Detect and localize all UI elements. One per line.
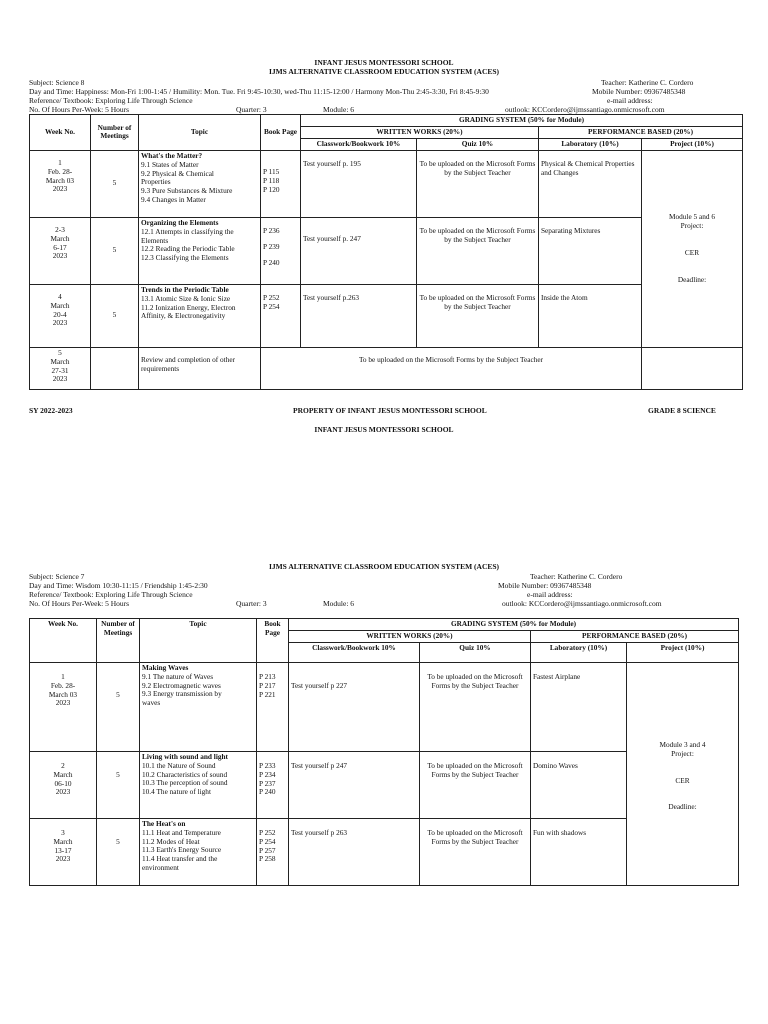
reference-label-2: Reference/ Textbook: Exploring Life Through Science [29,590,193,599]
system-title: IJMS ALTERNATIVE CLASSROOM EDUCATION SYSTEM (ACES) [268,67,500,76]
footer-grade: GRADE 8 SCIENCE [648,406,716,415]
header-classwork: Classwork/Bookwork 10% [301,138,417,150]
quiz-cell: To be uploaded on the Microsoft Forms by the Subject Teacher [420,662,531,751]
footer-school-year: SY 2022-2023 [29,406,73,415]
quarter-label: Quarter: 3 [236,105,267,114]
footer-school-name: INFANT JESUS MONTESSORI SCHOOL [314,425,454,434]
week-cell: 3 March 13-17 2023 [30,818,97,885]
table-row [30,217,743,284]
quarter-label-2: Quarter: 3 [236,599,267,608]
week-cell: 2-3 March 6-17 2023 [30,217,91,284]
mobile-label-2: Mobile Number: 09367485348 [498,581,592,590]
classwork-cell: Test yourself p. 195 [301,150,417,217]
header-performance-based: PERFORMANCE BASED (20%) [531,630,739,642]
project-cell-empty [642,347,743,389]
lab-cell: Fastest Airplane [531,662,627,751]
subject-label-2: Subject: Science 7 [29,572,85,581]
header-week: Week No. [30,619,97,663]
topic-cell: What's the Matter? 9.1 States of Matter 9.2 Physical & Chemical Properties 9.3 Pure Substances & Mixture 9.4 Changes in Matter [139,150,261,217]
header-quiz: Quiz 10% [420,642,531,662]
teacher-label: Teacher: Katherine C. Cordero [601,78,694,87]
header-project: Project (10%) [642,138,743,150]
table-row [30,347,743,389]
lab-cell: Physical & Chemical Properties and Changes [539,150,642,217]
book-page-cell: P 213 P 217 P 221 [257,662,289,751]
classwork-cell: Test yourself p. 247 [301,217,417,284]
classwork-cell: Test yourself p 227 [289,662,420,751]
lab-cell: Separating Mixtures [539,217,642,284]
topic-cell: Making Waves 9.1 The nature of Waves 9.2 Electromagnetic waves 9.3 Energy transmission by waves [140,662,257,751]
meetings-cell: 5 [91,150,139,217]
table-row [30,662,739,751]
classwork-cell: Test yourself p 263 [289,818,420,885]
header-written-works: WRITTEN WORKS (20%) [301,126,539,138]
meetings-cell: 5 [97,662,140,751]
header-project: Project (10%) [627,642,739,662]
email-label: e-mail address: [607,96,653,105]
header-laboratory: Laboratory (10%) [531,642,627,662]
module-label-2: Module: 6 [323,599,355,608]
header-meetings: Number of Meetings [91,115,139,151]
topic-cell: Review and completion of other requirements [139,347,261,389]
header-grading-system: GRADING SYSTEM (50% for Module) [289,619,739,631]
quiz-cell: To be uploaded on the Microsoft Forms by the Subject Teacher [420,751,531,818]
classwork-cell: Test yourself p 247 [289,751,420,818]
header-laboratory: Laboratory (10%) [539,138,642,150]
book-page-cell: P 252 P 254 [261,284,301,347]
outlook-label-2: outlook: KCCordero@ijmssantiago.onmicrosoft.com [502,599,662,608]
outlook-label: outlook: KCCordero@ijmssantiago.onmicrosoft.com [505,105,665,114]
schedule-table-grade7 [29,618,739,886]
email-label-2: e-mail address: [527,590,573,599]
hours-label-2: No. Of Hours Per-Week: 5 Hours [29,599,130,608]
week-cell: 5 March 27-31 2023 [30,347,91,389]
teacher-label-2: Teacher: Katherine C. Cordero [530,572,623,581]
header-meetings: Number of Meetings [97,619,140,663]
subject-label: Subject: Science 8 [29,78,85,87]
mobile-label: Mobile Number: 09367485348 [592,87,686,96]
schedule-label-2: Day and Time: Wisdom 10:30-11:15 / Friendship 1:45-2:30 [29,581,208,590]
topic-cell: The Heat's on 11.1 Heat and Temperature 11.2 Modes of Heat 11.3 Earth's Energy Source 11.4 Heat transfer and the environment [140,818,257,885]
header-week: Week No. [30,115,91,151]
table-row [30,150,743,217]
header-book-page: Book Page [257,619,289,663]
week-cell: 2 March 06-10 2023 [30,751,97,818]
header-book-page: Book Page [261,115,301,151]
quiz-cell: To be uploaded on the Microsoft Forms by the Subject Teacher [420,818,531,885]
hours-label: No. Of Hours Per-Week: 5 Hours [29,105,130,114]
header-performance-based: PERFORMANCE BASED (20%) [539,126,743,138]
meetings-cell: 5 [91,284,139,347]
meetings-cell: 5 [97,751,140,818]
topic-cell: Trends in the Periodic Table 13.1 Atomic Size & Ionic Size 11.2 Ionization Energy, Electron Affinity, & Electronegativity [139,284,261,347]
quiz-cell: To be uploaded on the Microsoft Forms by the Subject Teacher [417,284,539,347]
week-cell: 4 March 20-4 2023 [30,284,91,347]
header-grading-system: GRADING SYSTEM (50% for Module) [301,115,743,127]
book-page-cell: P 115 P 118 P 120 [261,150,301,217]
quiz-cell: To be uploaded on the Microsoft Forms by the Subject Teacher [261,347,642,389]
book-page-cell: P 252 P 254 P 257 P 258 [257,818,289,885]
meetings-cell [91,347,139,389]
book-page-cell: P 233 P 234 P 237 P 240 [257,751,289,818]
header-topic: Topic [140,619,257,663]
footer-property: PROPERTY OF INFANT JESUS MONTESSORI SCHOOL [293,406,487,415]
module-label: Module: 6 [323,105,355,114]
quiz-cell: To be uploaded on the Microsoft Forms by the Subject Teacher [417,150,539,217]
table-row [30,284,743,347]
school-title: INFANT JESUS MONTESSORI SCHOOL [314,58,454,67]
header-classwork: Classwork/Bookwork 10% [289,642,420,662]
header-quiz: Quiz 10% [417,138,539,150]
project-cell: Module 5 and 6 Project: CER Deadline: [642,150,743,347]
topic-cell: Organizing the Elements 12.1 Attempts in classifying the Elements 12.2 Reading the Periodic Table 12.3 Classifying the Elements [139,217,261,284]
week-cell: 1 Feb. 28- March 03 2023 [30,150,91,217]
meetings-cell: 5 [97,818,140,885]
system-title-2: IJMS ALTERNATIVE CLASSROOM EDUCATION SYSTEM (ACES) [268,562,500,571]
quiz-cell: To be uploaded on the Microsoft Forms by the Subject Teacher [417,217,539,284]
project-cell: Module 3 and 4 Project: CER Deadline: [627,662,739,885]
meetings-cell: 5 [91,217,139,284]
book-page-cell: P 236 P 239 P 240 [261,217,301,284]
week-cell: 1 Feb. 28- March 03 2023 [30,662,97,751]
schedule-label: Day and Time: Happiness: Mon-Fri 1:00-1:45 / Humility: Mon. Tue. Fri 9:45-10:30, wed-Thu 11:15-12:00 / Harmony Mon-Thu 2:45-3:30, Fri 8:45-9:30 [29,87,489,96]
lab-cell: Domino Waves [531,751,627,818]
schedule-table-grade8 [29,114,743,390]
reference-label: Reference/ Textbook: Exploring Life Through Science [29,96,193,105]
lab-cell: Fun with shadows [531,818,627,885]
classwork-cell: Test yourself p.263 [301,284,417,347]
lab-cell: Inside the Atom [539,284,642,347]
header-topic: Topic [139,115,261,151]
topic-cell: Living with sound and light 10.1 the Nature of Sound 10.2 Characteristics of sound 10.3 The perception of sound 10.4 The nature of light [140,751,257,818]
header-written-works: WRITTEN WORKS (20%) [289,630,531,642]
